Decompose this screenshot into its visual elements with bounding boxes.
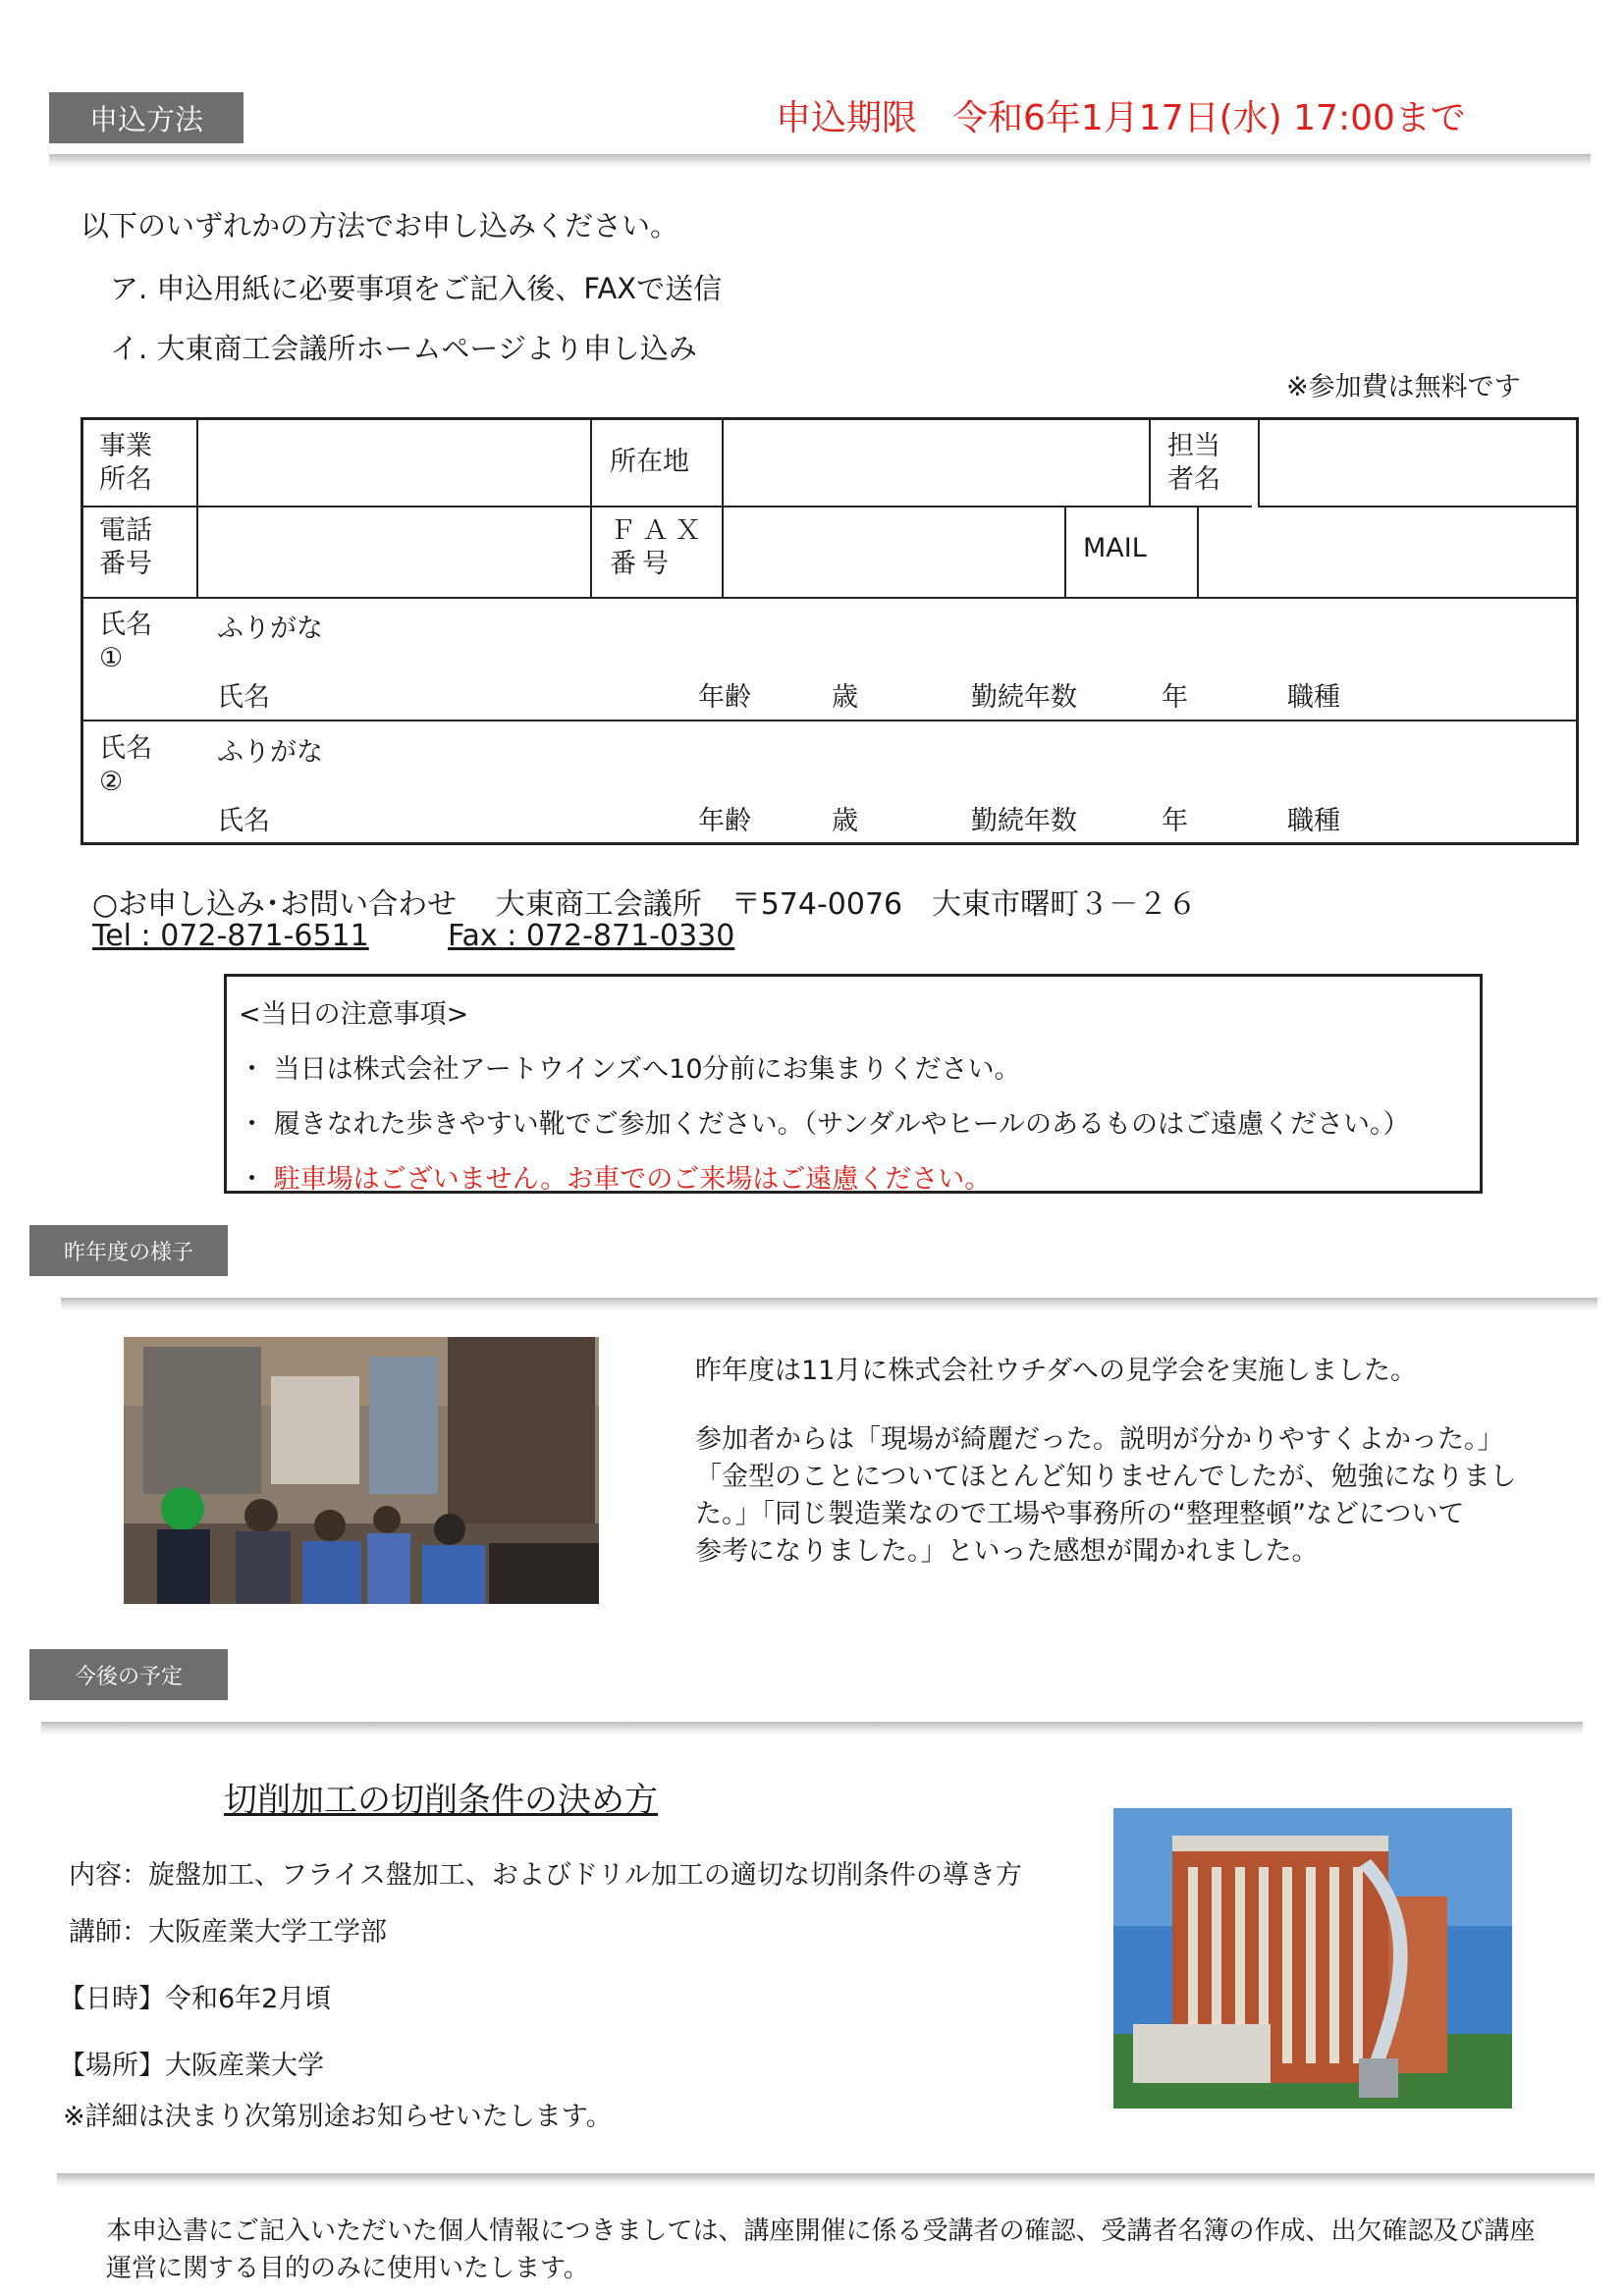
label-years-of-service: 勤続年数: [971, 682, 1077, 713]
label-phone: 電話 番号: [99, 515, 152, 579]
last-year-comments: 参加者からは「現場が綺麗だった。説明が分かりやすくよかった。」: [695, 1424, 1504, 1455]
label-furigana: ふりがな: [217, 614, 323, 644]
label-person-in-charge: 担当 者名: [1167, 431, 1220, 495]
fee-note: ※参加費は無料です: [1286, 372, 1521, 402]
label-name: 氏名: [217, 806, 270, 836]
future-content: 内容：旋盤加工、フライス盤加工、およびドリル加工の適切な切削条件の導き方: [69, 1860, 1022, 1891]
label-attendee-1: 氏名 ①: [99, 610, 152, 673]
notice-item: ・ 履きなれた歩きやすい靴でご参加ください。（サンダルやヒールのあるものはご遠慮ください。）: [239, 1109, 1410, 1140]
label-occupation: 職種: [1287, 682, 1340, 713]
label-years-of-service: 勤続年数: [971, 806, 1077, 836]
method-fax: ア. 申込用紙に必要事項をご記入後、FAXで送信: [110, 272, 723, 305]
divider: [61, 1298, 1597, 1311]
label-name: 氏名: [217, 682, 270, 713]
divider: [41, 1722, 1583, 1735]
notice-item: ・ 当日は株式会社アートウインズへ10分前にお集まりください。: [239, 1054, 1021, 1085]
last-year-comments: 「金型のことについてほとんど知りませんでしたが、勉強になりまし: [695, 1462, 1517, 1492]
contact-tel: Tel : 072-871-6511: [92, 919, 369, 953]
contact-fax: Fax : 072-871-0330: [448, 919, 735, 953]
notice-parking-text: 駐車場はございません。お車でのご来場はご遠慮ください。: [273, 1164, 992, 1195]
label-furigana: ふりがな: [217, 737, 323, 768]
privacy-notice: 運営に関する目的のみに使用いたします。: [106, 2254, 589, 2283]
last-year-comments: た。」「同じ製造業なので工場や事務所の“整理整頓”などについて: [695, 1499, 1465, 1529]
notice-item-parking: [239, 1157, 991, 1196]
intro-lead: 以下のいずれかの方法でお申し込みください。: [81, 209, 679, 242]
application-deadline: 申込期限 令和6年1月17日(水) 17:00まで: [776, 98, 1466, 138]
label-age-unit: 歳: [832, 806, 858, 836]
section-tag-application: 申込方法: [49, 92, 244, 143]
last-year-summary: 昨年度は11月に株式会社ウチダへの見学会を実施しました。: [695, 1356, 1418, 1386]
future-note: ※詳細は決まり次第別途お知らせいたします。: [63, 2102, 613, 2132]
future-course-title: 切削加工の切削条件の決め方: [224, 1781, 658, 1820]
future-date: 【日時】令和6年2月頃: [59, 1984, 332, 2014]
label-age: 年齢: [698, 682, 751, 713]
last-year-factory-photo: [124, 1337, 599, 1604]
label-attendee-2: 氏名 ②: [99, 733, 152, 797]
notice-bullet: ・: [239, 1164, 274, 1195]
section-tag-last-year: 昨年度の様子: [29, 1225, 228, 1276]
label-occupation: 職種: [1287, 806, 1340, 836]
label-age: 年齢: [698, 806, 751, 836]
label-fax: ＦＡＸ 番号: [610, 515, 707, 579]
future-lecturer: 講師：大阪産業大学工学部: [69, 1917, 387, 1948]
divider: [57, 2173, 1595, 2187]
notice-heading: <当日の注意事項>: [239, 999, 469, 1030]
label-years-unit: 年: [1162, 682, 1188, 713]
day-notice-box: [224, 974, 1483, 1194]
university-building-photo: [1113, 1808, 1512, 2109]
label-office-name: 事業 所名: [99, 431, 152, 495]
label-years-unit: 年: [1162, 806, 1188, 836]
privacy-notice: 本申込書にご記入いただいた個人情報につきましては、講座開催に係る受講者の確認、受講者名簿の作成、出欠確認及び講座: [106, 2216, 1536, 2246]
future-place: 【場所】大阪産業大学: [59, 2051, 324, 2081]
label-mail: MAIL: [1083, 533, 1147, 563]
section-tag-future: 今後の予定: [29, 1649, 228, 1700]
label-address: 所在地: [610, 447, 689, 477]
method-web: イ. 大東商工会議所ホームページより申し込み: [110, 332, 697, 365]
divider: [49, 154, 1591, 168]
application-form: [81, 417, 1579, 845]
last-year-comments: 参考になりました。」といった感想が聞かれました。: [695, 1536, 1319, 1567]
contact-line: ○お申し込み･お問い合わせ 大東商工会議所 〒574-0076 大東市曙町３－２６: [92, 887, 1198, 922]
label-age-unit: 歳: [832, 682, 858, 713]
